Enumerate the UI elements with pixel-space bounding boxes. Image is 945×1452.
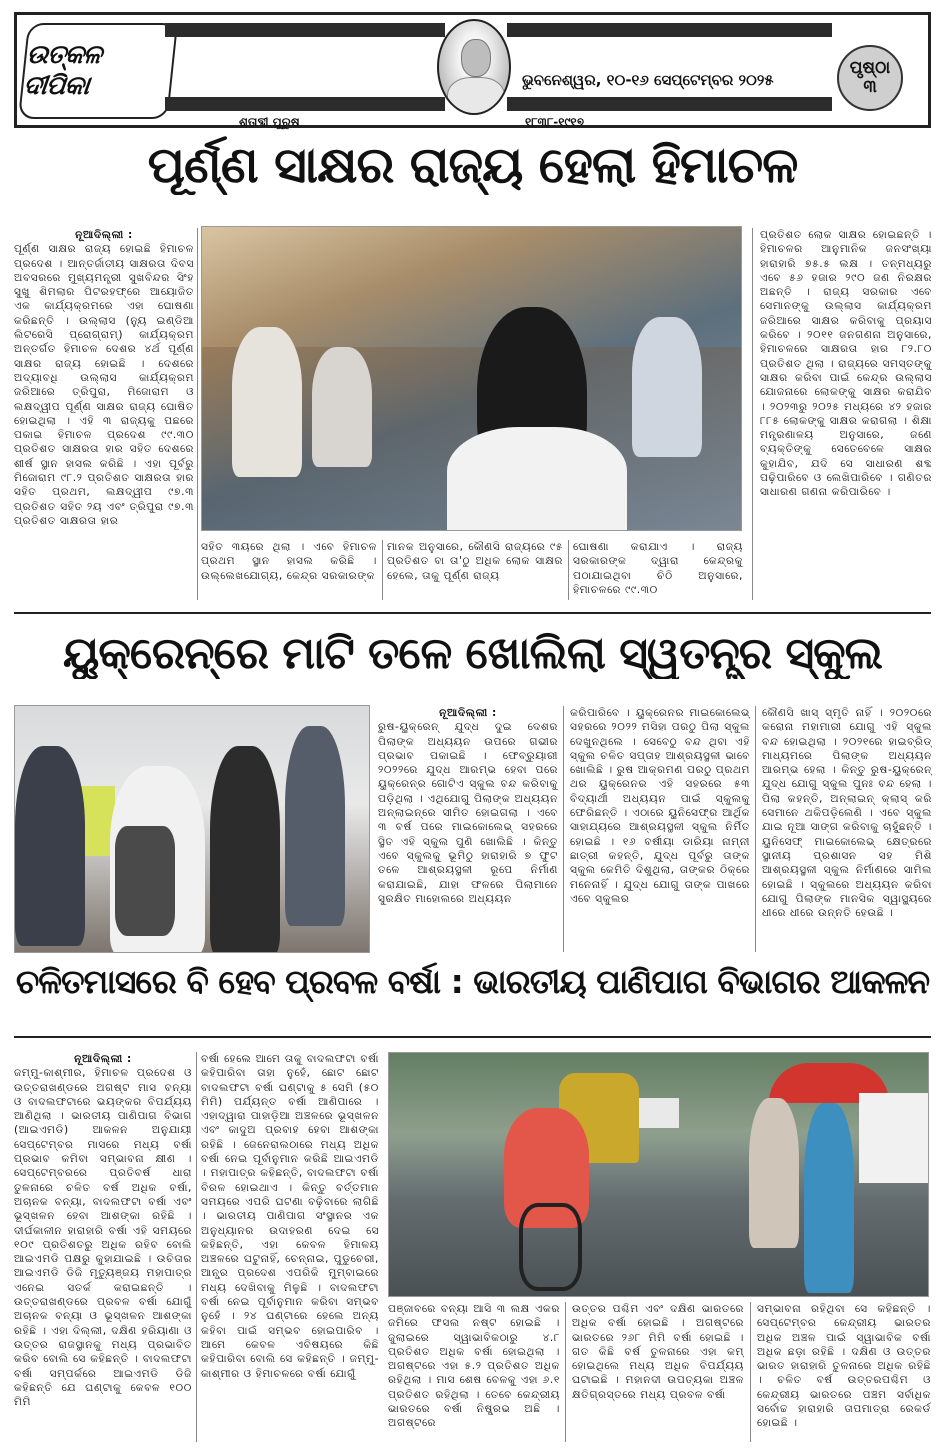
column-divider [382, 540, 383, 600]
story1-text: ମାନକ ଅନୁସାରେ, କୌଣସି ରାଜ୍ୟରେ ୯୫ ପ୍ରତିଶତ ବା ତା'ଠୁ ଅଧିକ ଲୋକ ସାକ୍ଷର ହେଲେ, ତାକୁ ପୂର୍ଣ୍ଣ ରାଜ୍ୟ [387, 541, 563, 582]
story3-dateline: ନୂଆଦିଲ୍ଲୀ : [74, 1053, 132, 1065]
masthead-years: ୧୮୩୮-୧୯୧୭ [525, 115, 585, 129]
story1-column-right [760, 228, 932, 600]
story3-text: ପଞ୍ଜାବରେ ବନ୍ୟା ଆସି ୩ ଲକ୍ଷ ଏକର ଜମିରେ ଫସଲ ନଷ୍ଟ ହୋଇଛି । ଜୁଲାଇରେ ସ୍ୱାଭାବିକଠାରୁ ୪.୮ ପ୍ରତିଶତ ଅଧିକ ବର୍ଷା ହୋଇଥିଲା । ଅଗଷ୍ଟରେ ଏହା ୫.୨ ପ୍ରତିଶତ ଅଧିକ ରହିଥିଲା । ମାସ ଶେଷ ବେଳକୁ ଏହା ୬.୧ ପ୍ରତିଶତ ରହିଥିଲା । ତେବେ କେନ୍ଦ୍ରୀୟ ଭାରତରେ ବର୍ଷା ନିଷ୍ପ୍ରଭ ଅଛି । ଅଗଷ୍ଟରେ [388, 1303, 560, 1430]
story1-text: ପ୍ରତିଶତ ଲୋକ ସାକ୍ଷର ହୋଇଛନ୍ତି । ହିମାଚଳର ଆନୁମାନିକ ଜନସଂଖ୍ୟା ହାରାହାରି ୭୫.୫ ଲକ୍ଷ । ତନ୍ମଧ୍ୟରୁ ଏବେ ୫୬ ହଜାର ୨୯୦ ଜଣ ନିରକ୍ଷର ଅଛନ୍ତି । ରାଜ୍ୟ ସରକାର ଏବେ ସେମାନଙ୍କୁ ଉଲ୍ଲାସ କାର୍ଯ୍ୟକ୍ରମ ଜରିଆରେ ସାକ୍ଷର କରିବାକୁ ପ୍ରୟାସ କରିବେ । ୨୦୧୧ ଜନଗଣନା ଅନୁସାରେ, ହିମାଚଳରେ ସାକ୍ଷରତା ହାର ୮୨.୮୦ ପ୍ରତିଶତ ଥିଲା । ରାଜ୍ୟରେ ସମସ୍ତଙ୍କୁ ସାକ୍ଷର କରିବା ପାଇଁ କେନ୍ଦ୍ର ଉଲ୍ଲାସ ଯୋଜନାରେ ଲୋକଙ୍କୁ ସାକ୍ଷର କରାଯିବ । ୨୦୨୩ରୁ ୨୦୨୫ ମଧ୍ୟରେ ୪୨ ହଜାର ୮୮୫ ଲୋକଙ୍କୁ ସାକ୍ଷର କରାଗଲା । ଶିକ୍ଷା ମନ୍ତ୍ରଣାଳୟ ଅନୁସାରେ, ଜଣେ ବ୍ୟକ୍ତିଙ୍କୁ ସେତେବେଳେ ସାକ୍ଷର କୁହାଯିବ, ଯଦି ସେ ସାଧାରଣ ଶବ୍ଦ ପଢ଼ିପାରିବେ ଓ ଲେଖିପାରିବେ । ଗଣିତର ସାଧାରଣ ଗଣନା କରିପାରିବେ । [760, 229, 932, 499]
section-rule [14, 1036, 931, 1038]
photo-student [312, 347, 372, 467]
photo-pedestrian [749, 1098, 799, 1248]
story2-column-2 [570, 706, 750, 952]
story1-text: ସହିତ ୩ୟରେ ଥିଲା । ଏବେ ହିମାଚଳ ପ୍ରଥମ ସ୍ଥାନ ହାସଲ କରିଛି । ଉଲ୍ଲେଖଯୋଗ୍ୟ, କେନ୍ଦ୍ର ସରକାରଙ୍କ [201, 541, 377, 582]
story1-column-left [14, 228, 194, 600]
story2-headline[interactable]: ୟୁକ୍ରେନ୍‌ରେ ମାଟି ତଳେ ଖୋଲିଲା ସ୍ୱତନ୍ତ୍ର ସ୍କୁଲ [63, 628, 882, 679]
column-divider [568, 540, 569, 600]
story3-text: ଉତ୍ତର ପଶ୍ଚିମ ଏବଂ ଦକ୍ଷିଣ ଭାରତରେ ଅଧିକ ବର୍ଷା ହୋଇଛି । ଅଗଷ୍ଟରେ ଭାରତରେ ୨୬୮ ମିମି ବର୍ଷା ହୋଇଛି । ଗତ କିଛି ବର୍ଷ ତୁଳନାରେ ଏହା କମ୍ ହୋଇଥିଲେ ମଧ୍ୟ ଅଧିକ ବିପର୍ଯ୍ୟୟ ଘଟାଇଛି । ମହାନଦୀ ଉପତ୍ୟକା ଅଞ୍ଚଳ କ୍ଷତିଗ୍ରସ୍ତରେ ମଧ୍ୟ ପ୍ରବଳ ବର୍ଷା [572, 1303, 744, 1401]
column-divider [752, 228, 753, 600]
column-divider [750, 1302, 751, 1442]
photo-child [285, 726, 345, 926]
masthead [14, 12, 931, 128]
story3-text: ଜମ୍ମୁ-କାଶ୍ମୀର, ହିମାଚଳ ପ୍ରଦେଶ ଓ ଉତ୍ତରାଖଣ୍ଡରେ ଅଗଷ୍ଟ ମାସ ବନ୍ୟା ଓ ବାଦଲଫଟାରେ ଭୟଙ୍କର ବିପର୍ଯ୍ୟୟ ଆଣିଥିଲା । ଭାରତୀୟ ପାଣିପାଗ ବିଭାଗ (ଆଇଏମଡି) ଆକଳନ ଅନୁଯାୟୀ ସେପ୍ଟେମ୍ବର ମାସରେ ମଧ୍ୟ ବର୍ଷା ପ୍ରଭାବ କମିବା ସମ୍ଭାବନା କ୍ଷୀଣ । ସେପ୍ଟେମ୍ବରରେ ପ୍ରତିବର୍ଷ ଧାରା ତୁଳନାରେ ଚଳିତ ବର୍ଷ ଅଧିକ ବର୍ଷା, ଅଚାନକ ବନ୍ୟା, ବାଦଲଫଟା ବର୍ଷା ଏବଂ ଭୂସ୍ଖଳନ ହେବା ଆଶଙ୍କା ରହିଛି । ଦୀର୍ଘକାଳୀନ ହାରାହାରି ବର୍ଷା ଏହି ସମୟରେ ୧୦୯ ପ୍ରତିଶତରୁ ଅଧିକ ରହିବ ବୋଲି ଆଇଏମଡି ପକ୍ଷରୁ କୁହାଯାଇଛି । ଉଚିତାର ଆଇଏମଡି ଡିଜି ମୃତ୍ୟୁଞ୍ଜୟ ମହାପାତ୍ର ଏନେଇ ସତର୍କ କରାଇଛନ୍ତି । ଉତ୍ତରାଖଣ୍ଡରେ ପ୍ରବଳ ବର୍ଷା ଯୋଗୁଁ ଅଚାନକ ବନ୍ୟା ଓ ଭୂସ୍ଖଳନ ଆଶଙ୍କା ରହିଛି । ଏହା ଦିଲ୍ଲୀ, ଦକ୍ଷିଣ ହରିୟାଣା ଓ ଉତ୍ତର ରାଜସ୍ଥାନକୁ ମଧ୍ୟ ପ୍ରଭାବିତ କରିବ ବୋଲି ସେ କହିଛନ୍ତି । ବାଦଲଫଟା ବର୍ଷା ସମ୍ପର୍କରେ ଆଇଏମଡି ଡିଜି କହିଛନ୍ତି ଯେ ଘଣ୍ଟାକୁ କେବଳ ୧୦୦ ମିମି [14, 1067, 192, 1409]
story1-dateline: ନୂଆଦିଲ୍ଲୀ : [75, 229, 133, 241]
story3-column-2 [201, 1052, 379, 1442]
story2-column-3 [762, 706, 932, 952]
founder-portrait [437, 19, 511, 115]
story1-headline[interactable]: ପୂର୍ଣ୍ଣ ସାକ୍ଷର ରାଜ୍ୟ ହେଲା ହିମାଚଳ [147, 136, 798, 194]
rain-street-photo[interactable] [388, 1052, 929, 1297]
photo-backpack [115, 826, 175, 936]
photo-student [632, 317, 702, 457]
column-divider [196, 1052, 197, 1442]
photo-bicycle [519, 1203, 582, 1291]
masthead-bar [165, 97, 445, 111]
story3-column-3 [388, 1302, 560, 1442]
edition-dateline: ଭୁବନେଶ୍ୱର, ୧୦-୧୬ ସେପ୍ଟେମ୍ବର ୨୦୨୫ [522, 71, 774, 89]
photo-car [859, 1093, 929, 1183]
story2-text: କରିପାରିବେ । ୟୁକ୍ରେନର ମାଇକୋଲେଭ୍ ସହରରେ ୨୦୨୨ ମସିହା ପରଠୁ ପିଲା ସ୍କୁଲ ଦେଖୁନଥିଲେ । ସେବେଠୁ ବନ୍ଦ ଥିବା ଏହି ସ୍କୁଲ ଚଳିତ ସପ୍ତାହ ଆଶ୍ରୟସ୍ଥଳୀ ଭାବେ ଖୋଲିଛି । ରୁଷ ଆକ୍ରମଣ ପରଠୁ ପ୍ରଥମ ଥର ୟୁକ୍ରେନର ଏହି ସହରରେ ୫୩ ବିଦ୍ୟାର୍ଥୀ ଅଧ୍ୟୟନ ପାଇଁ ସ୍କୁଲକୁ ଫେରିଛନ୍ତି । ଏଠାରେ ୟୁନିସେଫ୍‌ର ଆର୍ଥିକ ସାହାଯ୍ୟରେ ଆଶ୍ରୟସ୍ଥଳୀ ସ୍କୁଲ ନିର୍ମିତ ହୋଇଛି । ୧୬ ବର୍ଷୀୟା ଡାରିୟା ନାମ୍ନୀ ଛାତ୍ରୀ କହନ୍ତି, ଯୁଦ୍ଧ ପୂର୍ବରୁ ତାଙ୍କ ସ୍କୁଲ କେମିତି ଦିଶୁଥିଲା, ତାଙ୍କର ଠିକ୍‌ରେ ମନେନାହିଁ । ଯୁଦ୍ଧ ଯୋଗୁ ତାଙ୍କ ପାଖରେ ଏବେ ସ୍କୁଲର [570, 707, 750, 905]
masthead-tagline: ଶତାବ୍ଦୀ ପୁରୁଷ [239, 115, 300, 129]
school-children-photo[interactable] [14, 705, 370, 953]
story2-text: ରୁଷ-ୟୁକ୍ରେନ୍ ଯୁଦ୍ଧ ଦୁଇ ଦେଶର ପିଲାଙ୍କ ଅଧ୍ୟୟନ ଉପରେ ଗଭୀର ପ୍ରଭାବ ପକାଇଛି । ଫେବ୍ରୁୟାରୀ ୨୦୨୨ରେ ଯୁଦ୍ଧ ଆରମ୍ଭ ହେବା ପରେ ୟୁକ୍ରେନ୍‌ର ଗୋଟିଏ ସ୍କୁଲ ବନ୍ଦ କରିବାକୁ ପଡ଼ିଥିଲା । ଏଥିଯୋଗୁ ପିଲାଙ୍କ ଅଧ୍ୟୟନ ଅନ୍‌ଲାଇନ୍‌ରେ ସୀମିତ ହୋଇଗଲା । ଏବେ ୩ ବର୍ଷ ପରେ ମାଇକୋଲେଭ୍ ସହରରେ ସ୍ଥିତ ଏହି ସ୍କୁଲ ପୁଣି ଖୋଲିଛି । କିନ୍ତୁ ଏବେ ସ୍କୁଲକୁ ଭୂମିଠୁ ହାରାହାରି ୭ ଫୁଟ ତଳେ ଆଶ୍ରୟସ୍ଥଳୀ ରୂପେ ନିର୍ମାଣ କରାଯାଇଛି, ଯାହା ଫଳରେ ପିଲାମାନେ ସୁରକ୍ଷିତ ମାହୋଲରେ ଅଧ୍ୟୟନ [378, 721, 558, 905]
column-divider [563, 706, 564, 952]
story2-column-1 [378, 706, 558, 952]
story3-text: ସମ୍ଭାବନା ରହିଥିବା ସେ କହିଛନ୍ତି । ସେପ୍ଟେମ୍ବର କେନ୍ଦ୍ରୀୟ ଭାରତର ଅଧିକ ଅଞ୍ଚଳ ପାଇଁ ସ୍ୱାଭାବିକ ବର୍ଷା ଅଧିକ ଛଡ଼ା ରହିଛି । ଦକ୍ଷିଣ ଓ ଉତ୍ତର ଭାରତ ହାରାହାରି ତୁଳନାରେ ଅଧିକ ରହିଛି । ଚଳିତ ବର୍ଷ ଉତ୍ତରପଶ୍ଚିମ ଓ କେନ୍ଦ୍ରୀୟ ଭାରତରେ ପଞ୍ଚମ ସର୍ବାଧିକ ସର୍ବୋଚ୍ଚ ହାରାହାରି ତାପମାତ୍ରା ରେକର୍ଡ ହୋଇଛି । [757, 1303, 931, 1430]
story3-column-5 [757, 1302, 931, 1442]
story1-column-b2 [387, 540, 563, 600]
story3-column-4 [572, 1302, 744, 1442]
photo-pedestrian [804, 1103, 854, 1293]
story2-text: କୌଣସି ଖାସ୍ ସ୍ମୃତି ନାହିଁ । ୨୦୨୦ରେ କରୋନା ମହାମାରୀ ଯୋଗୁ ଏହି ସ୍କୁଲ ବନ୍ଦ ହୋଇଥିଲା । ୨୦୨୧ରେ ହାଇବ୍ରିଡ୍ ମାଧ୍ୟମରେ ପିଲାଙ୍କ ଅଧ୍ୟୟନ ଆରମ୍ଭ ହେଲା । କିନ୍ତୁ ରୁଷ-ୟୁକ୍ରେନ୍ ଯୁଦ୍ଧ ଯୋଗୁ ସ୍କୁଲ ପୁନଃ ବନ୍ଦ ହେଲା । ପିଲା କହନ୍ତି, ଅନ୍‌ଲାଇନ୍ କ୍ଲାସ୍ କରି ସେମାନେ ଥକିପଡ଼ିଲେଣି । ଏବେ ସ୍କୁଲ ଯାଇ ନୂଆ ସାଙ୍ଗ କରିବାକୁ ଚାହୁଁଛନ୍ତି । ୟୁନିସେଫ୍ ମାଇକୋଲେଭ୍ କ୍ଷେତ୍ରରେ ସ୍ଥାନୀୟ ପ୍ରଶାସନ ସହ ମିଶି ଆଶ୍ରୟସ୍ଥଳୀ ସ୍କୁଲ ନିର୍ମାଣରେ ସାମିଲ ହୋଇଛି । ସ୍କୁଲରେ ଅଧ୍ୟୟନ କରିବା ଯୋଗୁ ପିଲାଙ୍କ ମାନସିକ ସ୍ୱାସ୍ଥ୍ୟରେ ଧୀରେ ଧୀରେ ଉନ୍ନତି ହେଉଛି । [762, 707, 932, 920]
page-number-badge [837, 45, 903, 111]
story3-text: ବର୍ଷା ହେଲେ ଆମେ ତାକୁ ବାଦଲଫଟା ବର୍ଷା କହିପାରିବା ତାହା ନୁହେଁ, ଛୋଟ ଛୋଟ ବାଦଲଫଟା ବର୍ଷା ଘଣ୍ଟାକୁ ୫ ସେମି (୫୦ ମିମି) ପର୍ଯ୍ୟନ୍ତ ବର୍ଷା ଆଣିପାରେ । ଏହାଦ୍ୱାରା ପାହାଡ଼ିଆ ଅଞ୍ଚଳରେ ଭୂସ୍ଖଳନ ଏବଂ କାଦୁଅ ପ୍ରବାହ ହେବା ଆଶଙ୍କା ରହିଛି । ଜେନେରାଲଠାରେ ମଧ୍ୟ ଅଧିକ ବର୍ଷା ନେଇ ପୂର୍ବାନୁମାନ କରିଛି ଆଇଏମଡି । ମହାପାତ୍ର କହିଛନ୍ତି, ବାଦଲଫଟା ବର୍ଷା ବିରଳ ହୋଇଥାଏ । କିନ୍ତୁ ବର୍ତ୍ତମାନ ସମୟରେ ଏପରି ଘଟଣା ବଢ଼ିବାରେ ଲାଗିଛି । ଭାରତୀୟ ପାଣିପାଗ ସଂସ୍ଥାନର ଏକ ଅନୁଧ୍ୟାନର ଉଦାହରଣ ଦେଇ ସେ କହିଛନ୍ତି, ଏହା କେବଳ ହିମାଳୟ ଅଞ୍ଚଳରେ ଘଟୁନାହିଁ, ଚେନ୍ନାଇ, ପୁଡୁଚେରୀ, ଆନ୍ଧ୍ର ପ୍ରଦେଶ ଏପରିକି ମୁମ୍ବାଇରେ ମଧ୍ୟ ଦେଖିବାକୁ ମିଳୁଛି । ବାଦଲଫଟା ବର୍ଷା ନେଇ ପୂର୍ବାନୁମାନ କରିବା ସମ୍ଭବ ନୁହେଁ । ୨୪ ଘଣ୍ଟାରେ ହେଲେ ଅନ୍ୟ କହିବା ପାଇଁ ସମ୍ଭବ ହୋଇପାରିବ । ଆମେ କେବଳ ଏବିଷୟରେ କିଛି କହିପାରିବା ବୋଲି ସେ କହିଛନ୍ତି । ଜମ୍ମୁ-କାଶ୍ମୀର ଓ ହିମାଚଳରେ ବର୍ଷା ଯୋଗୁଁ [201, 1053, 379, 1380]
masthead-bar [165, 23, 445, 37]
portrait-body [447, 77, 505, 115]
story3-headline[interactable]: ଚଳିତମାସରେ ବି ହେବ ପ୍ରବଳ ବର୍ଷା : ଭାରତୀୟ ପାଣିପାଗ ବିଭାଗର ଆକଳନ [15, 962, 930, 1001]
story3-column-1 [14, 1052, 192, 1442]
story1-text: ପୂର୍ଣ୍ଣ ସାକ୍ଷର ରାଜ୍ୟ ହୋଇଛି ହିମାଚଳ ପ୍ରଦେଶ । ଆନ୍ତର୍ଜାତୀୟ ସାକ୍ଷରତା ଦିବସ ଅବସରରେ ମୁଖ୍ୟମନ୍ତ୍ରୀ ସୁଖବିନ୍ଦର ସିଂହ ସୁଖୁ ଶିମଲାର ପିଟରହଫ୍‌ରେ ଆୟୋଜିତ ଏକ କାର୍ଯ୍ୟକ୍ରମରେ ଏହା ଘୋଷଣା କରିଛନ୍ତି । ଉଲ୍ଲାସ (ନ୍ୟୁ ଇଣ୍ଡିଆ ଲିଟରେସି ପ୍ରୋଗ୍ରାମ୍) କାର୍ଯ୍ୟକ୍ରମ ଅନ୍ତର୍ଗତ ହିମାଚଳ ଦେଶର ୪ର୍ଥ ପୂର୍ଣ୍ଣ ସାକ୍ଷର ରାଜ୍ୟ ହୋଇଛି । ଦେଶରେ ଅଦ୍ୟାବଧି ଉଲ୍ଲାସ କାର୍ଯ୍ୟକ୍ରମ ଜରିଆରେ ତ୍ରିପୁରା, ମିଜୋରାମ ଓ ଲକ୍ଷଦ୍ୱୀପ ପୂର୍ଣ୍ଣ ସାକ୍ଷର ରାଜ୍ୟ ଘୋଷିତ ହୋଇଥିଲା । ଏହି ୩ ରାଜ୍ୟକୁ ପଛରେ ପକାଇ ହିମାଚଳ ପ୍ରଦେଶ ୯୯.୩୦ ପ୍ରତିଶତ ସାକ୍ଷରତା ହାର ସହିତ ଦେଶରେ ଶୀର୍ଷ ସ୍ଥାନ ହାସଲ କରିଛି । ଏହା ପୂର୍ବରୁ ମିଜୋରାମ ୯୮.୨ ପ୍ରତିଶତ ସାକ୍ଷରତା ହାର ସହିତ ପ୍ରଥମ, ଲକ୍ଷଦ୍ୱୀପ ୯୭.୩ ପ୍ରତିଶତ ସହିତ ୨ୟ ଏବଂ ତ୍ରିପୁରା ୯୭.୩ ପ୍ରତିଶତ ସାକ୍ଷରତା ହାର [14, 243, 194, 527]
newspaper-logo[interactable]: ଉତ୍କଳ ଦୀପିକା [18, 23, 178, 119]
page-label: ପୃଷ୍ଠା [849, 58, 891, 78]
story1-column-b3 [573, 540, 743, 600]
page-number: ୩ [863, 77, 877, 97]
photo-student-shirt [447, 427, 627, 531]
column-divider [565, 1302, 566, 1442]
story2-dateline: ନୂଆଦିଲ୍ଲୀ : [439, 707, 497, 719]
column-divider [197, 228, 198, 600]
photo-car [639, 1098, 679, 1128]
story1-text: ଘୋଷଣା କରାଯାଏ । ରାଜ୍ୟ ସରକାରଙ୍କ ଦ୍ୱାରା କେନ୍ଦ୍ରକୁ ପଠାଯାଇଥିବା ଚିଠି ଅନୁସାରେ, ହିମାଚଳରେ ୯୯.୩୦ [573, 541, 743, 596]
section-rule [14, 612, 931, 614]
masthead-bar [507, 23, 832, 37]
portrait-face [461, 39, 491, 77]
exam-hall-photo[interactable] [201, 226, 742, 531]
column-divider [755, 706, 756, 952]
photo-child [210, 746, 280, 953]
masthead-bar [507, 97, 832, 111]
photo-student [232, 327, 302, 477]
photo-child [15, 746, 85, 946]
story1-column-b1 [201, 540, 377, 600]
